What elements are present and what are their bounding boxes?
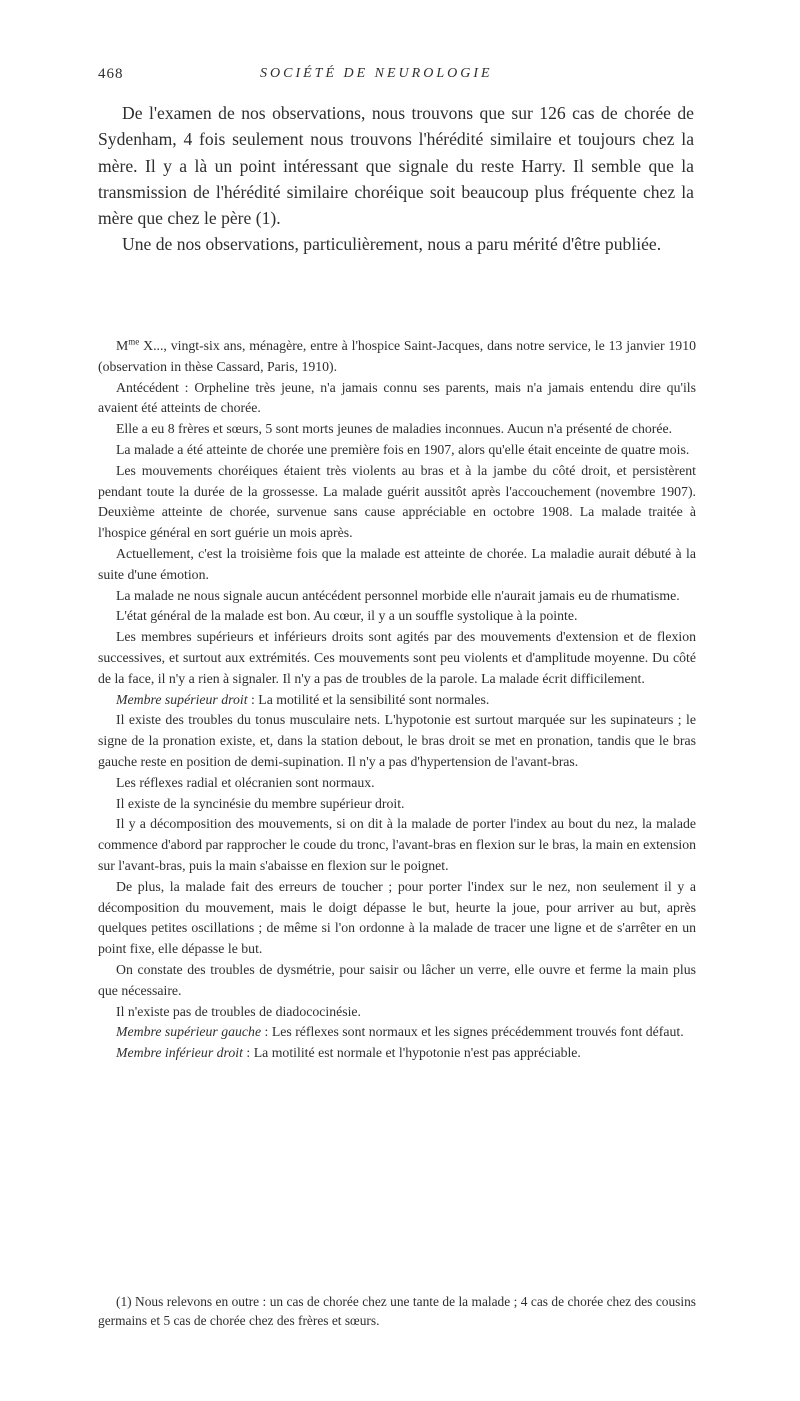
observation-paragraph: La malade a été atteinte de chorée une première fois en 1907, alors qu'elle était enceinte de quatre mois.: [116, 441, 690, 457]
observation-paragraph: Les mouvements choréiques étaient très violents au bras et à la jambe du côté droit, et persistèrent pendant toute la durée de la grossesse. La malade guérit aussitôt après l'accouchement (novembre 1907). Deuxième atteinte de chorée, survenue sans cause appréciable en octobre 1908. La malade traitée à l'hospice général en sort guérie un mois après.: [98, 462, 696, 541]
patient-title-superscript: me: [128, 336, 140, 347]
page-number: 468: [98, 66, 124, 82]
membre-superieur-droit-label: Membre supérieur droit: [116, 691, 248, 707]
running-head: SOCIÉTÉ DE NEUROLOGIE: [260, 66, 493, 81]
membre-superieur-droit-text: : La motilité et la sensibilité sont normales.: [247, 691, 490, 707]
observation-paragraph: Elle a eu 8 frères et sœurs, 5 sont morts jeunes de maladies inconnues. Aucun n'a présenté de chorée.: [116, 421, 673, 437]
membre-inferieur-droit-text: : La motilité est normale et l'hypotonie n'est pas appréciable.: [242, 1045, 581, 1061]
intro-paragraph: Une de nos observations, particulièrement, nous a paru mérité d'être publiée.: [122, 234, 662, 255]
membre-superieur-gauche-label: Membre supérieur gauche: [116, 1024, 262, 1040]
observation-paragraph: Actuellement, c'est la troisième fois que la malade est atteinte de chorée. La maladie aurait débuté à la suite d'une émotion.: [98, 545, 696, 582]
observation-heading: [98, 336, 696, 378]
intro-text: [98, 100, 694, 258]
observation-paragraph: Les réflexes radial et olécranien sont normaux.: [116, 774, 375, 790]
patient-intro: X..., vingt-six ans, ménagère, entre à l'hospice Saint-Jacques, dans notre service, le 13 janvier 1910 (observation in thèse Cassard, Paris, 1910).: [98, 338, 696, 374]
observation-paragraph: Il existe des troubles du tonus musculaire nets. L'hypotonie est surtout marquée sur les supinateurs ; le signe de la pronation existe, et, dans la station debout, le bras droit se met en pronation, tandis que le bras gauche reste en position de demi-supination. Il n'y a pas d'hypertension de l'avant-bras.: [98, 712, 696, 769]
patient-initial: M: [116, 338, 129, 353]
membre-inferieur-droit-label: Membre inférieur droit: [116, 1045, 243, 1061]
observation-paragraph: On constate des troubles de dysmétrie, pour saisir ou lâcher un verre, elle ouvre et ferme la main plus que nécessaire.: [98, 961, 696, 998]
footnote-text: (1) Nous relevons en outre : un cas de chorée chez une tante de la malade ; 4 cas de chorée chez des cousins germains et 5 cas de chorée chez des frères et sœurs.: [98, 1294, 696, 1328]
observation-paragraph: Il y a décomposition des mouvements, si on dit à la malade de porter l'index au bout du nez, la malade commence d'abord par rapprocher le coude du tronc, l'avant-bras en flexion sur le bras, la main en extension sur l'avant-bras, puis la main s'abaisse en flexion sur le poignet.: [98, 816, 696, 873]
footnote: [98, 1292, 696, 1330]
observation-block: [98, 336, 696, 1064]
membre-superieur-gauche-text: : Les réflexes sont normaux et les signes précédemment trouvés font défaut.: [261, 1024, 684, 1040]
observation-paragraph: Il existe de la syncinésie du membre supérieur droit.: [116, 795, 405, 811]
intro-paragraph: De l'examen de nos observations, nous trouvons que sur 126 cas de chorée de Sydenham, 4 fois seulement nous trouvons l'hérédité similaire et toujours chez la mère. Il y a là un point intéressant que signale du reste Harry. Il semble que la transmission de l'hérédité similaire choréique soit beaucoup plus fréquente chez la mère que chez le père (1).: [98, 103, 694, 229]
observation-paragraph: L'état général de la malade est bon. Au cœur, il y a un souffle systolique à la pointe.: [116, 608, 578, 624]
membre-superieur-gauche-paragraph: [98, 1022, 696, 1043]
page-header: [98, 66, 694, 88]
observation-paragraph: Antécédent : Orpheline très jeune, n'a jamais connu ses parents, mais n'a jamais entendu dire qu'ils avaient été atteints de chorée.: [98, 379, 696, 416]
membre-superieur-droit-paragraph: [98, 690, 696, 711]
membre-inferieur-droit-paragraph: [98, 1043, 696, 1064]
observation-paragraph: Il n'existe pas de troubles de diadococinésie.: [116, 1003, 362, 1019]
observation-paragraph: De plus, la malade fait des erreurs de toucher ; pour porter l'index sur le nez, non seulement il y a décomposition du mouvement, mais le doigt dépasse le but, heurte la joue, pour arriver au but, après quelques petites oscillations ; de même si l'on ordonne à la malade de tracer une ligne et de s'arrêter en un point fixe, elle dépasse le but.: [98, 878, 696, 957]
observation-paragraph: Les membres supérieurs et inférieurs droits sont agités par des mouvements d'extension et de flexion successives, et surtout aux extrémités. Ces mouvements sont peu violents et d'amplitude moyenne. Du côté de la face, il n'y a rien à signaler. Il n'y a pas de troubles de la parole. La malade écrit difficilement.: [98, 629, 696, 686]
observation-paragraph: La malade ne nous signale aucun antécédent personnel morbide elle n'aurait jamais eu de rhumatisme.: [116, 587, 680, 603]
